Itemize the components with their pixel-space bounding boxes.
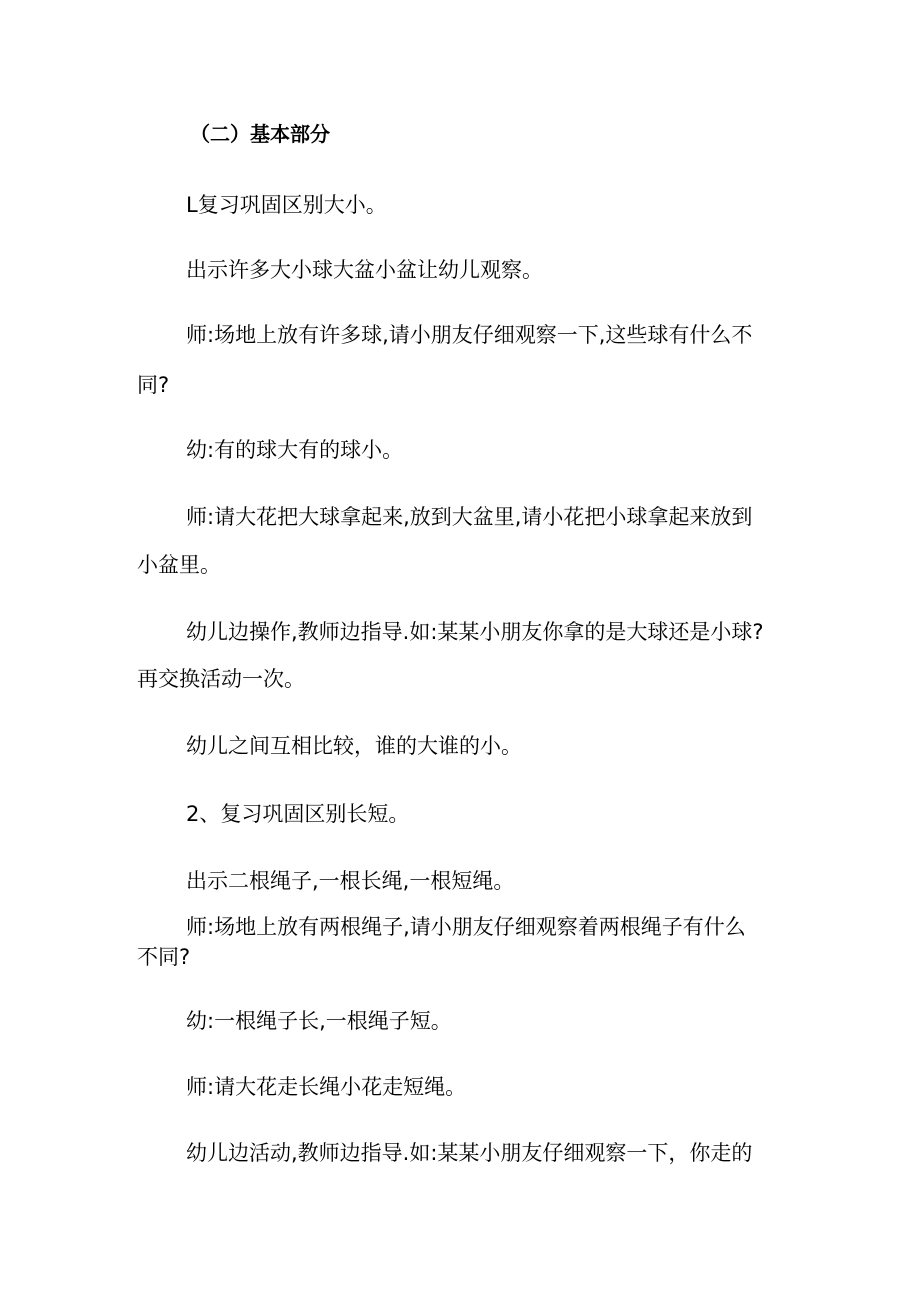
paragraph-line: 幼儿边操作,教师边指导.如:某某小朋友你拿的是大球还是小球?: [186, 620, 764, 644]
paragraph-line: 幼:有的球大有的球小。: [186, 438, 404, 462]
paragraph-line: 2、复习巩固区别长短。: [186, 802, 410, 826]
paragraph-line: 幼:一根绳子长,一根绳子短。: [186, 1009, 452, 1033]
paragraph-line: 再交换活动一次。: [137, 667, 305, 691]
paragraph-line: 出示许多大小球大盆小盆让幼儿观察。: [186, 258, 543, 282]
paragraph-line: 出示二根绳子,一根长绳,一根短绳。: [186, 869, 515, 893]
paragraph-line: 小盆里。: [137, 553, 221, 577]
paragraph-line: 师:请大花把大球拿起来,放到大盆里,请小花把小球拿起来放到: [186, 505, 753, 529]
paragraph-line: 幼儿之间互相比较，谁的大谁的小。: [186, 734, 522, 758]
paragraph-line: 师:请大花走长绳小花走短绳。: [186, 1075, 467, 1099]
paragraph-line: 不同?: [137, 945, 191, 969]
paragraph-line: 幼儿边活动,教师边指导.如:某某小朋友仔细观察一下，你走的: [186, 1141, 753, 1165]
paragraph-line: 师:场地上放有两根绳子,请小朋友仔细观察着两根绳子有什么: [186, 915, 746, 939]
paragraph-line: L复习巩固区别大小。: [186, 193, 387, 217]
paragraph-line: 师:场地上放有许多球,请小朋友仔细观察一下,这些球有什么不: [186, 323, 753, 347]
section-heading: （二）基本部分: [190, 122, 330, 146]
paragraph-line: 同?: [137, 373, 170, 397]
